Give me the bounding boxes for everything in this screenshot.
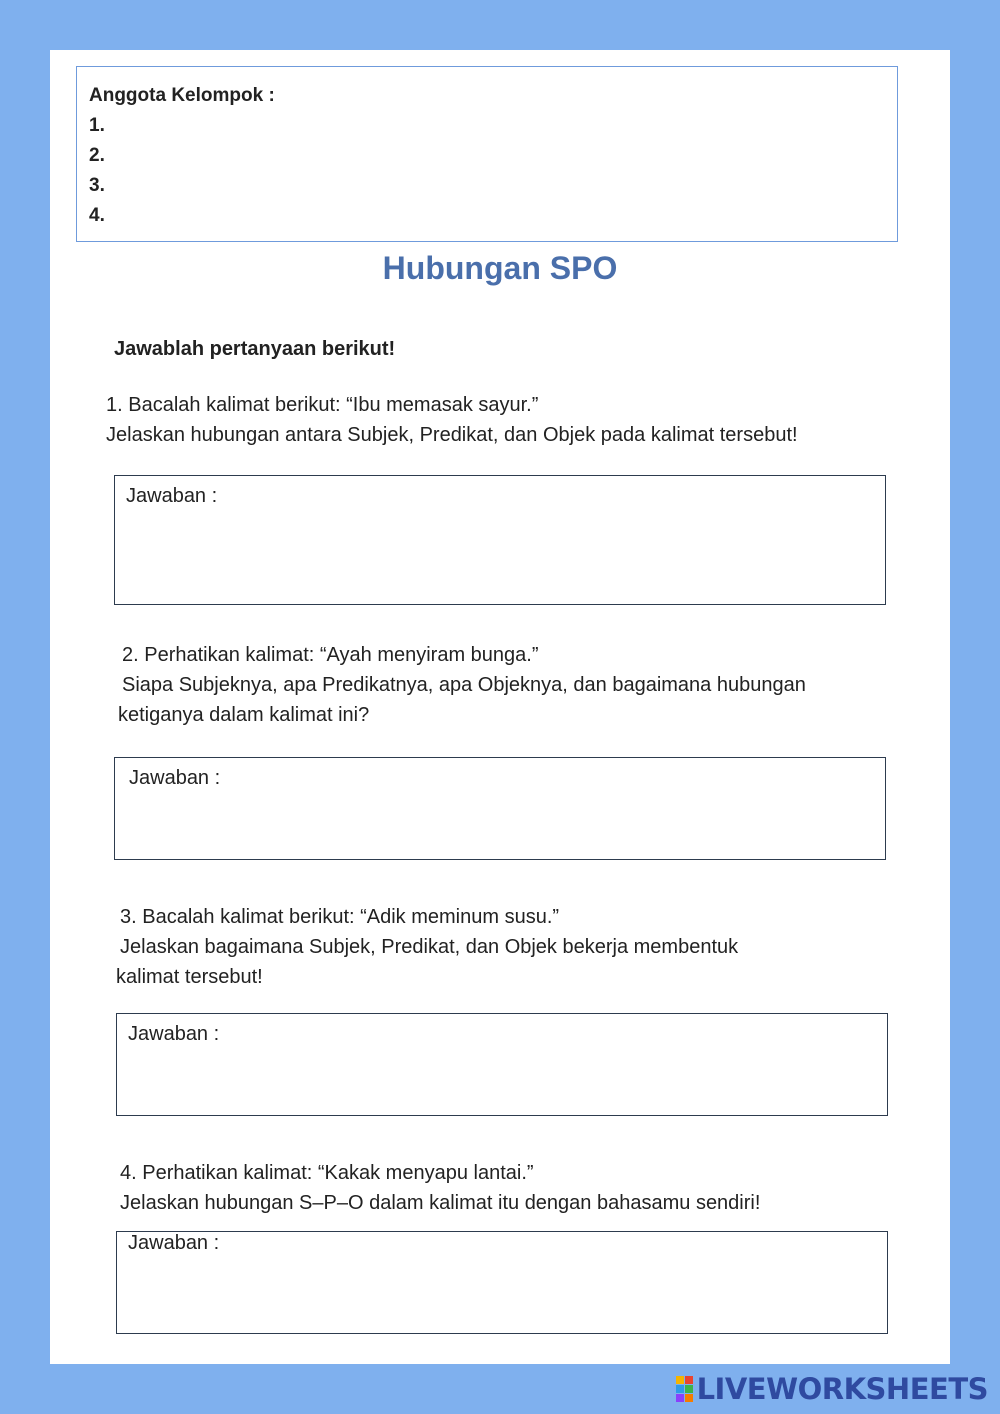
instruction-text: Jawablah pertanyaan berikut! bbox=[114, 338, 396, 360]
question-1-line-2: Jelaskan hubungan antara Subjek, Predikat, dan Objek pada kalimat tersebut! bbox=[106, 424, 798, 446]
brand-text: LIVEWORKSHEETS bbox=[696, 1372, 988, 1406]
answer-box-2[interactable] bbox=[114, 757, 886, 860]
question-4 bbox=[120, 1158, 760, 1218]
answer-label-2: Jawaban : bbox=[129, 767, 221, 789]
worksheet-page bbox=[50, 50, 950, 1364]
page-title: Hubungan SPO bbox=[382, 250, 618, 286]
question-3 bbox=[116, 902, 738, 992]
question-1 bbox=[106, 390, 798, 450]
liveworksheets-logo bbox=[676, 1376, 693, 1402]
member-number-2: 2. bbox=[89, 145, 105, 166]
question-3-line-1: 3. Bacalah kalimat berikut: “Adik meminum susu.” bbox=[120, 906, 560, 928]
logo-square bbox=[676, 1385, 684, 1393]
question-2 bbox=[118, 640, 806, 730]
group-members-label: Anggota Kelompok : bbox=[89, 85, 275, 106]
question-2-line-2: Siapa Subjeknya, apa Predikatnya, apa Objeknya, dan bagaimana hubungan bbox=[122, 674, 806, 696]
question-2-line-1: 2. Perhatikan kalimat: “Ayah menyiram bunga.” bbox=[122, 644, 539, 666]
question-4-line-1: 4. Perhatikan kalimat: “Kakak menyapu lantai.” bbox=[120, 1162, 534, 1184]
logo-square bbox=[685, 1385, 693, 1393]
answer-box-4[interactable] bbox=[116, 1231, 888, 1334]
question-3-line-2: Jelaskan bagaimana Subjek, Predikat, dan Objek bekerja membentuk bbox=[120, 936, 739, 958]
question-3-line-3: kalimat tersebut! bbox=[116, 966, 263, 988]
question-2-line-3: ketiganya dalam kalimat ini? bbox=[118, 704, 370, 726]
member-number-1: 1. bbox=[89, 115, 105, 136]
member-number-3: 3. bbox=[89, 175, 105, 196]
answer-label-4: Jawaban : bbox=[128, 1232, 220, 1254]
question-4-line-2: Jelaskan hubungan S–P–O dalam kalimat itu dengan bahasamu sendiri! bbox=[120, 1192, 761, 1214]
logo-square bbox=[685, 1376, 693, 1384]
answer-label-3: Jawaban : bbox=[128, 1023, 220, 1045]
member-number-4: 4. bbox=[89, 205, 105, 226]
answer-label-1: Jawaban : bbox=[126, 485, 218, 507]
question-1-line-1: 1. Bacalah kalimat berikut: “Ibu memasak sayur.” bbox=[106, 394, 539, 416]
group-members-box bbox=[76, 66, 898, 242]
liveworksheets-brand bbox=[676, 1372, 988, 1406]
logo-square bbox=[685, 1394, 693, 1402]
answer-box-1[interactable] bbox=[114, 475, 886, 605]
logo-square bbox=[676, 1376, 684, 1384]
answer-box-3[interactable] bbox=[116, 1013, 888, 1116]
logo-square bbox=[676, 1394, 684, 1402]
